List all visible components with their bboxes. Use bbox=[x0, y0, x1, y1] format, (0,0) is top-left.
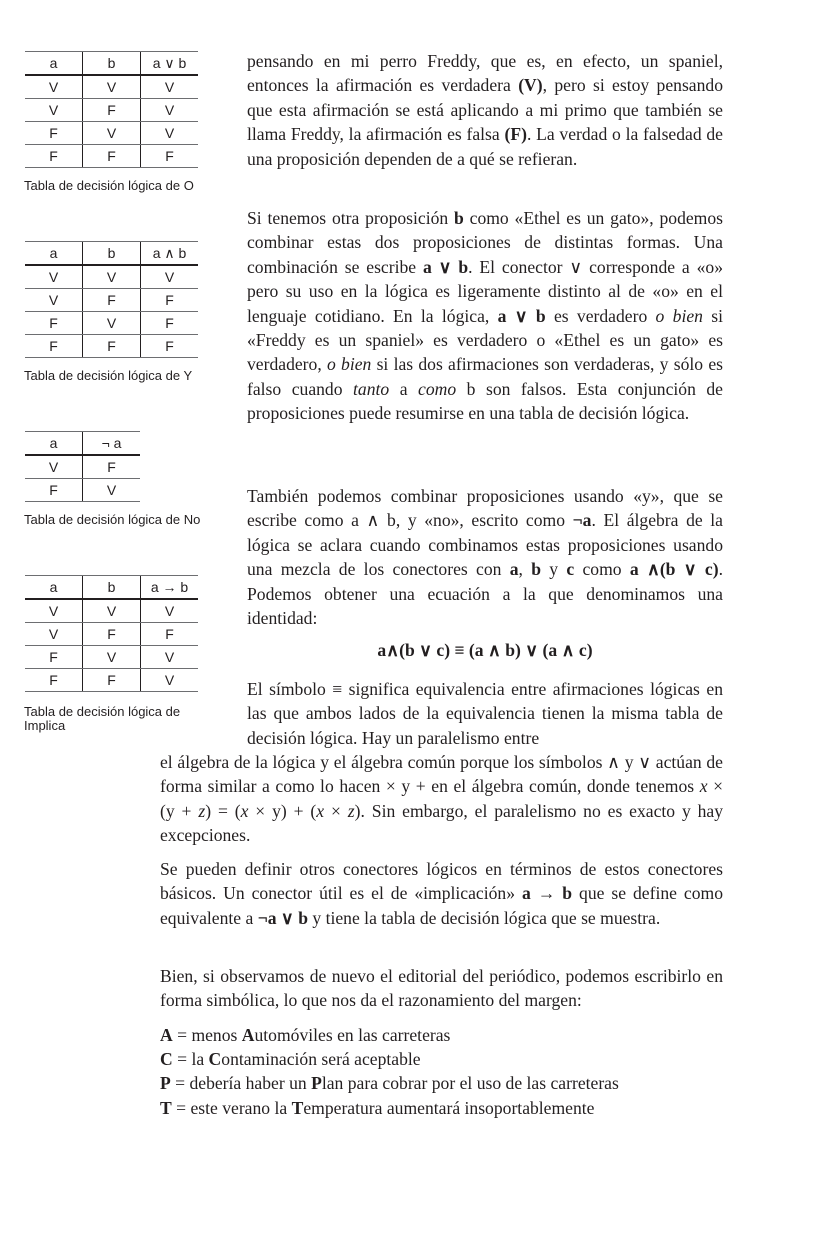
text: que se define como equivalente a bbox=[160, 883, 724, 928]
text: . El álgebra de la lógica se aclara cuando combinamos estas proposiciones usando una mezcla de los conectores con bbox=[247, 510, 723, 580]
bold-text: a → b bbox=[521, 883, 573, 904]
bold-initial: A bbox=[241, 1025, 255, 1045]
table-cell: F bbox=[83, 145, 141, 168]
text: Si tenemos otra proposición bbox=[247, 208, 455, 228]
table-header-row bbox=[25, 576, 198, 600]
table-header-row bbox=[25, 432, 140, 456]
text: emperatura aumentará insoportablemente bbox=[303, 1097, 595, 1118]
table-cell: V bbox=[141, 75, 199, 99]
table-header-cell: a bbox=[25, 52, 83, 76]
table-cell: V bbox=[141, 669, 199, 692]
text: × (y + bbox=[160, 776, 723, 821]
text: el álgebra de la lógica y el álgebra común porque los símbolos ∧ y ∨ actúan de forma similar a como lo hacen × y + en el álgebra común, donde tenemos bbox=[160, 752, 723, 797]
text: es verdadero bbox=[545, 305, 656, 326]
table-cell: V bbox=[83, 479, 141, 502]
table-row bbox=[25, 145, 198, 168]
bold-text: (F) bbox=[504, 124, 527, 145]
text: y bbox=[541, 559, 567, 580]
table-caption: Tabla de decisión lógica de Y bbox=[24, 368, 193, 383]
table-row bbox=[25, 312, 198, 335]
table-row bbox=[25, 99, 198, 122]
table-cell: V bbox=[25, 289, 83, 312]
table-header-cell: b bbox=[83, 576, 141, 600]
table-header-cell: a bbox=[25, 242, 83, 266]
table-cell: F bbox=[25, 669, 83, 692]
table-cell: V bbox=[141, 599, 199, 623]
definition-item bbox=[160, 1023, 619, 1047]
caption-line: Tabla de decisión lógica de bbox=[24, 704, 181, 719]
table-header-row bbox=[25, 52, 198, 76]
table-cell: F bbox=[83, 669, 141, 692]
text: a bbox=[389, 378, 419, 399]
table-caption bbox=[24, 705, 180, 733]
paragraph-freddy bbox=[247, 49, 723, 171]
table-row bbox=[25, 75, 198, 99]
table-row bbox=[25, 479, 140, 502]
italic-text: x bbox=[699, 776, 708, 797]
table-row bbox=[25, 669, 198, 692]
italic-text: o bien bbox=[655, 305, 703, 326]
table-cell: F bbox=[25, 646, 83, 669]
truth-table-implies bbox=[25, 575, 198, 692]
text: b son falsos. Esta conjunción de proposiciones puede resumirse en una tabla de decisión lógica. bbox=[247, 378, 723, 424]
bold-text: a ∨ b bbox=[422, 256, 469, 277]
definition-item bbox=[160, 1096, 619, 1120]
text: . El conector ∨ corresponde a «o» pero su uso en la lógica es ligeramente distinto al de «o» en el lenguaje cotidiano. En la lógica, bbox=[247, 256, 724, 326]
text: como «Ethel es un gato», podemos combinar estas dos proposiciones de distintas formas. Una combinación se escribe bbox=[247, 208, 724, 277]
table-row bbox=[25, 122, 198, 145]
bold-initial: P bbox=[311, 1073, 322, 1094]
paragraph-implication bbox=[160, 857, 723, 930]
definition-item bbox=[160, 1047, 619, 1071]
italic-text: x bbox=[240, 800, 249, 821]
table-cell: F bbox=[25, 479, 83, 502]
italic-text: como bbox=[418, 378, 457, 399]
text: = la bbox=[172, 1049, 209, 1070]
text: y tiene la tabla de decisión lógica que se muestra. bbox=[308, 907, 661, 928]
text: . La verdad o la falsedad de una proposición dependen de a qué se refieran. bbox=[247, 124, 723, 169]
table-cell: F bbox=[141, 312, 199, 335]
text: , pero si estoy pensando que esta afirmación se está aplicando a mi primo que también se llama Freddy, la afirmación es falsa bbox=[247, 75, 723, 145]
table-cell: V bbox=[25, 455, 83, 479]
table-row bbox=[25, 646, 198, 669]
table-cell: F bbox=[83, 455, 141, 479]
paragraph-y-no bbox=[247, 484, 723, 630]
table-cell: V bbox=[25, 99, 83, 122]
bold-initial: C bbox=[208, 1049, 222, 1070]
table-cell: F bbox=[83, 623, 141, 646]
symbol: C bbox=[160, 1049, 173, 1070]
bold-text: (V) bbox=[518, 75, 543, 96]
text: ontaminación será aceptable bbox=[221, 1049, 421, 1070]
truth-table-not bbox=[25, 431, 140, 502]
table-cell: F bbox=[83, 335, 141, 358]
text: También podemos combinar proposiciones usando «y», que se escribe como a ∧ b, y «no», escrito como bbox=[247, 486, 723, 531]
table-header-cell: b bbox=[83, 242, 141, 266]
table-cell: F bbox=[141, 623, 199, 646]
table-cell: V bbox=[83, 646, 141, 669]
text: utomóviles en las carreteras bbox=[254, 1025, 451, 1045]
table-cell: F bbox=[25, 122, 83, 145]
text: ). Sin embargo, el paralelismo no es exacto y hay excepciones. bbox=[160, 800, 724, 846]
text: = menos bbox=[172, 1025, 242, 1045]
table-row bbox=[25, 455, 140, 479]
table-row bbox=[25, 265, 198, 289]
table-row bbox=[25, 289, 198, 312]
paragraph-equivalence bbox=[247, 677, 723, 750]
identity-equation: a∧(b ∨ c) ≡ (a ∧ b) ∨ (a ∧ c) bbox=[377, 640, 593, 660]
table-cell: V bbox=[25, 265, 83, 289]
table-cell: V bbox=[83, 75, 141, 99]
definitions-list bbox=[160, 1023, 619, 1120]
table-header-cell: a → b bbox=[141, 576, 199, 600]
text: . Podemos obtener una ecuación a la que denominamos una identidad: bbox=[247, 559, 723, 629]
table-cell: F bbox=[83, 289, 141, 312]
text: Se pueden definir otros conectores lógicos en términos de estos conectores básicos. Un conector útil es el de «implicación» bbox=[160, 859, 723, 904]
table-header-cell: ¬ a bbox=[83, 432, 141, 456]
text: × y) + ( bbox=[248, 800, 317, 821]
paragraph-algebra bbox=[160, 750, 723, 848]
text: = este verano la bbox=[171, 1097, 292, 1118]
table-header-row bbox=[25, 242, 198, 266]
symbol: T bbox=[160, 1097, 172, 1118]
table-header-cell: b bbox=[83, 52, 141, 76]
table-cell: V bbox=[141, 122, 199, 145]
table-cell: V bbox=[25, 599, 83, 623]
text: pensando en mi perro Freddy, que es, en efecto, un spaniel, entonces la afirmación es verdadera bbox=[247, 51, 723, 96]
italic-text: z bbox=[347, 800, 355, 821]
bold-text: a bbox=[509, 559, 519, 580]
italic-text: o bien bbox=[326, 354, 372, 375]
table-cell: V bbox=[83, 599, 141, 623]
bold-initial: T bbox=[291, 1097, 304, 1118]
text: , bbox=[518, 559, 532, 580]
table-cell: V bbox=[83, 265, 141, 289]
table-cell: F bbox=[141, 289, 199, 312]
table-cell: F bbox=[141, 145, 199, 168]
truth-table-or bbox=[25, 51, 198, 168]
table-cell: V bbox=[141, 265, 199, 289]
table-cell: V bbox=[141, 646, 199, 669]
italic-text: x bbox=[316, 800, 325, 821]
table-cell: F bbox=[83, 99, 141, 122]
table-header-cell: a ∧ b bbox=[141, 242, 199, 266]
table-cell: V bbox=[83, 122, 141, 145]
table-header-cell: a ∨ b bbox=[141, 52, 199, 76]
table-cell: V bbox=[25, 623, 83, 646]
symbol: A bbox=[160, 1025, 173, 1045]
bold-text: ¬a bbox=[572, 510, 592, 531]
table-cell: F bbox=[25, 312, 83, 335]
italic-text: z bbox=[198, 800, 206, 821]
text: × bbox=[324, 800, 348, 821]
table-cell: V bbox=[83, 312, 141, 335]
truth-table-and bbox=[25, 241, 198, 358]
table-cell: V bbox=[141, 99, 199, 122]
bold-text: a ∨ b bbox=[497, 305, 546, 326]
bold-text: b bbox=[454, 208, 464, 228]
text: como bbox=[574, 559, 630, 580]
bold-text: b bbox=[531, 559, 541, 580]
text: ) = ( bbox=[205, 800, 241, 821]
table-row bbox=[25, 335, 198, 358]
symbol: P bbox=[160, 1073, 171, 1094]
table-cell: V bbox=[25, 75, 83, 99]
table-cell: F bbox=[25, 335, 83, 358]
bold-text: a ∧(b ∨ c) bbox=[629, 559, 719, 580]
text: si «Freddy es un spaniel» es verdadero o «Ethel es un gato» es verdadero, bbox=[247, 305, 723, 375]
table-header-cell: a bbox=[25, 432, 83, 456]
caption-line: Implica bbox=[24, 718, 66, 733]
bold-text: ¬a ∨ b bbox=[257, 907, 308, 928]
bold-text: c bbox=[566, 559, 575, 580]
table-header-cell: a bbox=[25, 576, 83, 600]
definition-item bbox=[160, 1071, 619, 1095]
table-cell: F bbox=[141, 335, 199, 358]
text: si las dos afirmaciones son verdaderas, y sólo es falso cuando bbox=[247, 354, 723, 399]
text: = debería haber un bbox=[170, 1073, 312, 1094]
table-caption: Tabla de decisión lógica de O bbox=[24, 178, 194, 193]
table-row bbox=[25, 623, 198, 646]
text: Bien, si observamos de nuevo el editorial del periódico, podemos escribirlo en forma simbólica, lo que nos da el razonamiento del margen: bbox=[160, 966, 723, 1011]
table-cell: F bbox=[25, 145, 83, 168]
text: El símbolo ≡ significa equivalencia entre afirmaciones lógicas en las que ambos lados de la equivalencia tienen la misma tabla de decisión lógica. Hay un paralelismo entre bbox=[247, 679, 723, 748]
table-row bbox=[25, 599, 198, 623]
table-caption: Tabla de decisión lógica de No bbox=[24, 512, 201, 527]
text: lan para cobrar por el uso de las carreteras bbox=[321, 1073, 619, 1094]
italic-text: tanto bbox=[353, 378, 390, 399]
paragraph-ethel bbox=[247, 206, 723, 426]
paragraph-editorial bbox=[160, 964, 723, 1013]
